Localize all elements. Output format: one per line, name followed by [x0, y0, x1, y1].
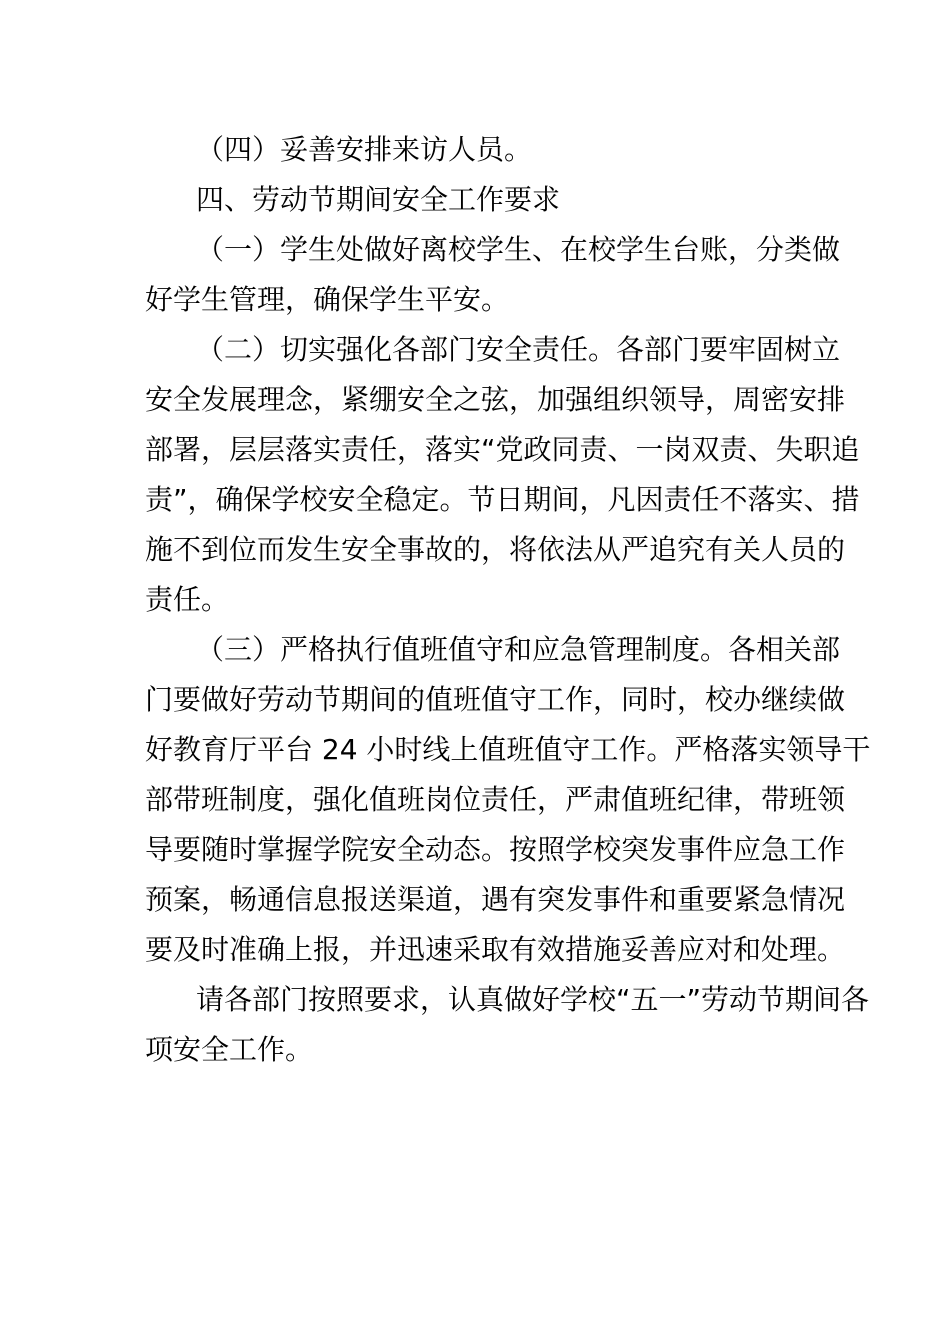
paragraph-3-line-1: （三）严格执行值班值守和应急管理制度。各相关部 — [196, 633, 841, 666]
paragraph-3-line-5: 导要随时掌握学院安全动态。按照学校突发事件应急工作 — [145, 833, 846, 866]
paragraph-4-line-2: 项安全工作。 — [145, 1033, 314, 1066]
paragraph-3-line-3: 好教育厅平台 24 小时线上值班值守工作。严格落实领导干 — [145, 733, 871, 766]
paragraph-2-line-4: 责”，确保学校安全稳定。节日期间，凡因责任不落实、措 — [145, 483, 860, 516]
paragraph-3-line-2: 门要做好劳动节期间的值班值守工作，同时，校办继续做 — [145, 683, 846, 716]
subsection-4-text: （四）妥善安排来访人员。 — [196, 133, 533, 166]
paragraph-2-line-1: （二）切实强化各部门安全责任。各部门要牢固树立 — [196, 333, 841, 366]
paragraph-4-line-1: 请各部门按照要求，认真做好学校“五一”劳动节期间各 — [196, 983, 870, 1016]
section-heading: 四、劳动节期间安全工作要求 — [196, 183, 561, 216]
paragraph-3-line-4: 部带班制度，强化值班岗位责任，严肃值班纪律，带班领 — [145, 783, 846, 816]
paragraph-2-line-2: 安全发展理念，紧绷安全之弦，加强组织领导，周密安排 — [145, 383, 846, 416]
paragraph-2-line-6: 责任。 — [145, 583, 230, 616]
paragraph-2-line-5: 施不到位而发生安全事故的，将依法从严追究有关人员的 — [145, 533, 846, 566]
paragraph-1-line-1: （一）学生处做好离校学生、在校学生台账，分类做 — [196, 233, 841, 266]
paragraph-3-line-6: 预案，畅通信息报送渠道，遇有突发事件和重要紧急情况 — [145, 883, 846, 916]
paragraph-3-line-7: 要及时准确上报，并迅速采取有效措施妥善应对和处理。 — [145, 933, 846, 966]
paragraph-1-line-2: 好学生管理，确保学生平安。 — [145, 283, 510, 316]
paragraph-2-line-3: 部署，层层落实责任，落实“党政同责、一岗双责、失职追 — [145, 433, 860, 466]
